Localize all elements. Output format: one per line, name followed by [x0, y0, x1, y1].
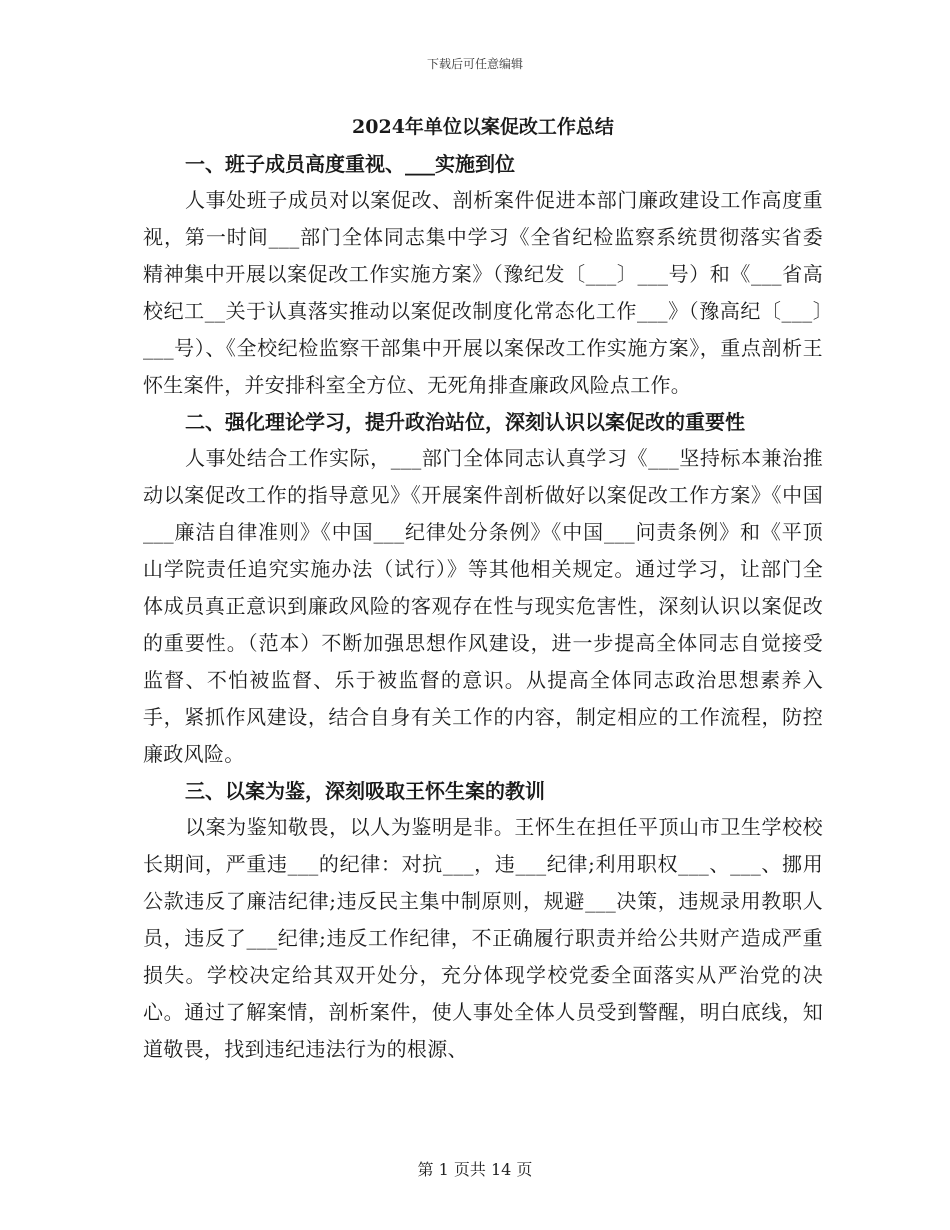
page-number: 第 1 页共 14 页: [417, 1160, 533, 1179]
section-3-heading: 三、以案为鉴，深刻吸取王怀生案的教训: [185, 779, 545, 803]
section-2-heading: 二、强化理论学习，提升政治站位，深刻认识以案促改的重要性: [185, 410, 745, 434]
document-title: 2024年单位以案促改工作总结: [352, 116, 614, 138]
section-1-paragraph: 人事处班子成员对以案促改、剖析案件促进本部门廉政建设工作高度重视，第一时间___部门全体同志集中学习《全省纪检监察系统贯彻落实省委精神集中开展以案促改工作实施方案》（豫纪发〔___〕___号）和《___省高校纪工__关于认真落实推动以案促改制度化常态化工作___》（豫高纪〔___〕___号）、《全校纪检监察干部集中开展以案保改工作实施方案》，重点剖析王怀生案件，并安排科室全方位、无死角排查廉政风险点工作。: [143, 188, 823, 397]
section-1-heading: 一、班子成员高度重视、___实施到位: [185, 152, 515, 176]
document-body: [143, 112, 823, 1068]
header-note: 下载后可任意编辑: [426, 57, 523, 71]
section-2-paragraph: 人事处结合工作实际，___部门全体同志认真学习《___坚持标本兼治推动以案促改工作的指导意见》《开展案件剖析做好以案促改工作方案》《中国___廉洁自律准则》《中国___纪律处分条例》《中国___问责条例》和《平顶山学院责任追究实施办法（试行）》等其他相关规定。通过学习，让部门全体成员真正意识到廉政风险的客观存在性与现实危害性，深刻认识以案促改的重要性。（范本）不断加强思想作风建设，进一步提高全体同志自觉接受监督、不怕被监督、乐于被监督的意识。从提高全体同志政治思想素养入手，紧抓作风建设，结合自身有关工作的内容，制定相应的工作流程，防控廉政风险。: [143, 446, 823, 766]
section-3-paragraph: 以案为鉴知敬畏，以人为鉴明是非。王怀生在担任平顶山市卫生学校校长期间，严重违___的纪律：对抗___，违___纪律;利用职权___、___、挪用公款违反了廉洁纪律;违反民主集中制原则，规避___决策，违规录用教职人员，违反了___纪律;违反工作纪律，不正确履行职责并给公共财产造成严重损失。学校决定给其双开处分，充分体现学校党委全面落实从严治党的决心。通过了解案情，剖析案件，使人事处全体人员受到警醒，明白底线，知道敬畏，找到违纪违法行为的根源、: [143, 815, 823, 1061]
